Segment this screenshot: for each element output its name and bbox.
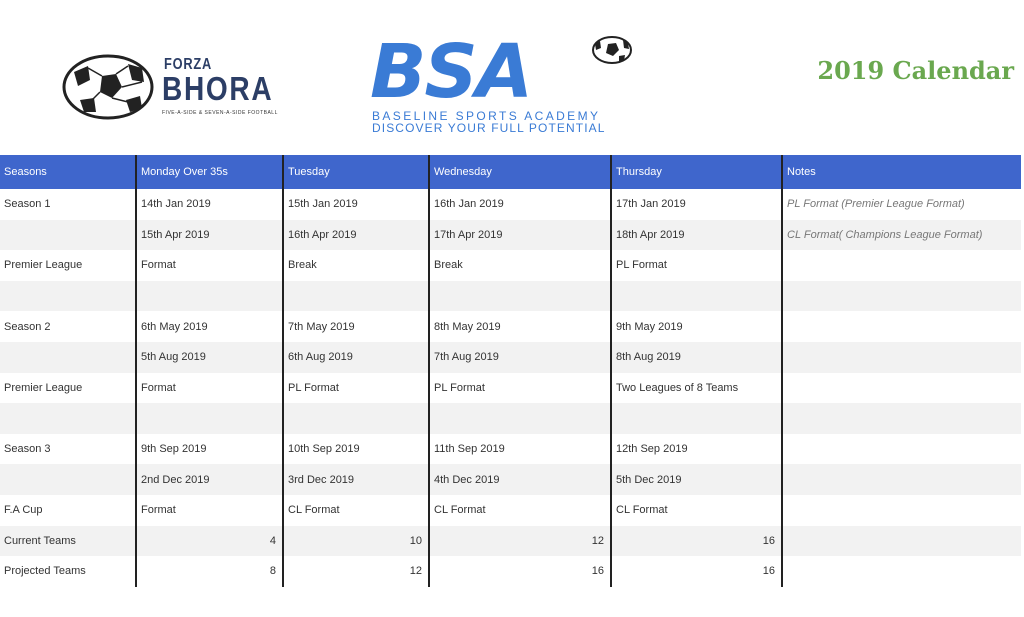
thursday-cell: 12th Sep 2019 bbox=[611, 434, 782, 465]
tuesday-cell: 6th Aug 2019 bbox=[283, 342, 429, 373]
season-cell bbox=[0, 281, 136, 312]
monday-cell: Format bbox=[136, 495, 283, 526]
notes-cell bbox=[782, 342, 1021, 373]
wednesday-cell bbox=[429, 403, 611, 434]
wednesday-cell: 11th Sep 2019 bbox=[429, 434, 611, 465]
wednesday-cell: 16 bbox=[429, 556, 611, 587]
column-header-seasons: Seasons bbox=[0, 155, 136, 189]
thursday-cell: Two Leagues of 8 Teams bbox=[611, 373, 782, 404]
thursday-cell bbox=[611, 281, 782, 312]
table-row bbox=[0, 434, 1021, 465]
thursday-cell: 17th Jan 2019 bbox=[611, 189, 782, 220]
wednesday-cell: 12 bbox=[429, 526, 611, 557]
thursday-cell: 8th Aug 2019 bbox=[611, 342, 782, 373]
tuesday-cell: 10 bbox=[283, 526, 429, 557]
monday-cell: 6th May 2019 bbox=[136, 311, 283, 342]
table-header-row bbox=[0, 155, 1021, 189]
logo-left-tagline: FIVE-A-SIDE & SEVEN-A-SIDE FOOTBALL bbox=[162, 110, 278, 116]
monday-cell bbox=[136, 403, 283, 434]
football-icon bbox=[591, 35, 633, 65]
thursday-cell: CL Format bbox=[611, 495, 782, 526]
table-row bbox=[0, 526, 1021, 557]
monday-cell: 5th Aug 2019 bbox=[136, 342, 283, 373]
table-row bbox=[0, 556, 1021, 587]
monday-cell: 2nd Dec 2019 bbox=[136, 464, 283, 495]
notes-cell bbox=[782, 464, 1021, 495]
column-header-wednesday: Wednesday bbox=[429, 155, 611, 189]
column-header-tuesday: Tuesday bbox=[283, 155, 429, 189]
notes-cell bbox=[782, 250, 1021, 281]
season-cell: Season 2 bbox=[0, 311, 136, 342]
bsa-logo bbox=[370, 29, 640, 135]
tuesday-cell bbox=[283, 281, 429, 312]
monday-cell: 4 bbox=[136, 526, 283, 557]
thursday-cell: 18th Apr 2019 bbox=[611, 220, 782, 251]
tuesday-cell: 7th May 2019 bbox=[283, 311, 429, 342]
table-row bbox=[0, 220, 1021, 251]
thursday-cell bbox=[611, 403, 782, 434]
table-row bbox=[0, 342, 1021, 373]
monday-cell: 9th Sep 2019 bbox=[136, 434, 283, 465]
thursday-cell: 16 bbox=[611, 556, 782, 587]
column-header-notes: Notes bbox=[782, 155, 1021, 189]
season-cell: Current Teams bbox=[0, 526, 136, 557]
season-cell bbox=[0, 464, 136, 495]
notes-cell bbox=[782, 434, 1021, 465]
wednesday-cell: CL Format bbox=[429, 495, 611, 526]
notes-cell bbox=[782, 556, 1021, 587]
bsa-tagline-text: DISCOVER YOUR FULL POTENTIAL bbox=[372, 121, 606, 135]
season-cell: Premier League bbox=[0, 250, 136, 281]
table-row bbox=[0, 403, 1021, 434]
thursday-cell: 5th Dec 2019 bbox=[611, 464, 782, 495]
season-cell: Season 3 bbox=[0, 434, 136, 465]
wednesday-cell: 8th May 2019 bbox=[429, 311, 611, 342]
notes-cell: CL Format( Champions League Format) bbox=[782, 220, 1021, 251]
table-row bbox=[0, 189, 1021, 220]
season-cell bbox=[0, 220, 136, 251]
notes-cell bbox=[782, 403, 1021, 434]
wednesday-cell: 17th Apr 2019 bbox=[429, 220, 611, 251]
monday-cell bbox=[136, 281, 283, 312]
wednesday-cell: 7th Aug 2019 bbox=[429, 342, 611, 373]
page-header bbox=[0, 0, 1024, 155]
wednesday-cell bbox=[429, 281, 611, 312]
monday-cell: 14th Jan 2019 bbox=[136, 189, 283, 220]
wednesday-cell: Break bbox=[429, 250, 611, 281]
football-icon bbox=[62, 54, 154, 120]
wednesday-cell: 4th Dec 2019 bbox=[429, 464, 611, 495]
tuesday-cell bbox=[283, 403, 429, 434]
season-cell bbox=[0, 342, 136, 373]
table-row bbox=[0, 495, 1021, 526]
table-row bbox=[0, 373, 1021, 404]
forza-bhora-logo bbox=[62, 52, 302, 124]
wednesday-cell: 16th Jan 2019 bbox=[429, 189, 611, 220]
table-row bbox=[0, 281, 1021, 312]
tuesday-cell: 3rd Dec 2019 bbox=[283, 464, 429, 495]
thursday-cell: 9th May 2019 bbox=[611, 311, 782, 342]
table-row bbox=[0, 464, 1021, 495]
logo-forza-text: FORZA bbox=[164, 56, 213, 73]
tuesday-cell: Break bbox=[283, 250, 429, 281]
monday-cell: Format bbox=[136, 250, 283, 281]
tuesday-cell: 16th Apr 2019 bbox=[283, 220, 429, 251]
table-row bbox=[0, 250, 1021, 281]
notes-cell bbox=[782, 495, 1021, 526]
logo-bhora-text: BHORA bbox=[162, 70, 274, 107]
monday-cell: 15th Apr 2019 bbox=[136, 220, 283, 251]
season-cell: Premier League bbox=[0, 373, 136, 404]
thursday-cell: PL Format bbox=[611, 250, 782, 281]
monday-cell: Format bbox=[136, 373, 283, 404]
bsa-name-text: BASELINE SPORTS ACADEMY bbox=[372, 109, 601, 123]
season-cell: Season 1 bbox=[0, 189, 136, 220]
notes-cell bbox=[782, 526, 1021, 557]
calendar-table bbox=[0, 155, 1021, 587]
tuesday-cell: 12 bbox=[283, 556, 429, 587]
column-header-thursday: Thursday bbox=[611, 155, 782, 189]
season-cell bbox=[0, 403, 136, 434]
season-cell: F.A Cup bbox=[0, 495, 136, 526]
monday-cell: 8 bbox=[136, 556, 283, 587]
tuesday-cell: PL Format bbox=[283, 373, 429, 404]
tuesday-cell: 15th Jan 2019 bbox=[283, 189, 429, 220]
notes-cell bbox=[782, 281, 1021, 312]
tuesday-cell: 10th Sep 2019 bbox=[283, 434, 429, 465]
table-row bbox=[0, 311, 1021, 342]
column-header-monday: Monday Over 35s bbox=[136, 155, 283, 189]
page-title: 2019 Calendar bbox=[817, 56, 1014, 85]
notes-cell: PL Format (Premier League Format) bbox=[782, 189, 1021, 220]
tuesday-cell: CL Format bbox=[283, 495, 429, 526]
wednesday-cell: PL Format bbox=[429, 373, 611, 404]
bsa-initials: BSA bbox=[370, 29, 531, 115]
notes-cell bbox=[782, 373, 1021, 404]
thursday-cell: 16 bbox=[611, 526, 782, 557]
notes-cell bbox=[782, 311, 1021, 342]
season-cell: Projected Teams bbox=[0, 556, 136, 587]
